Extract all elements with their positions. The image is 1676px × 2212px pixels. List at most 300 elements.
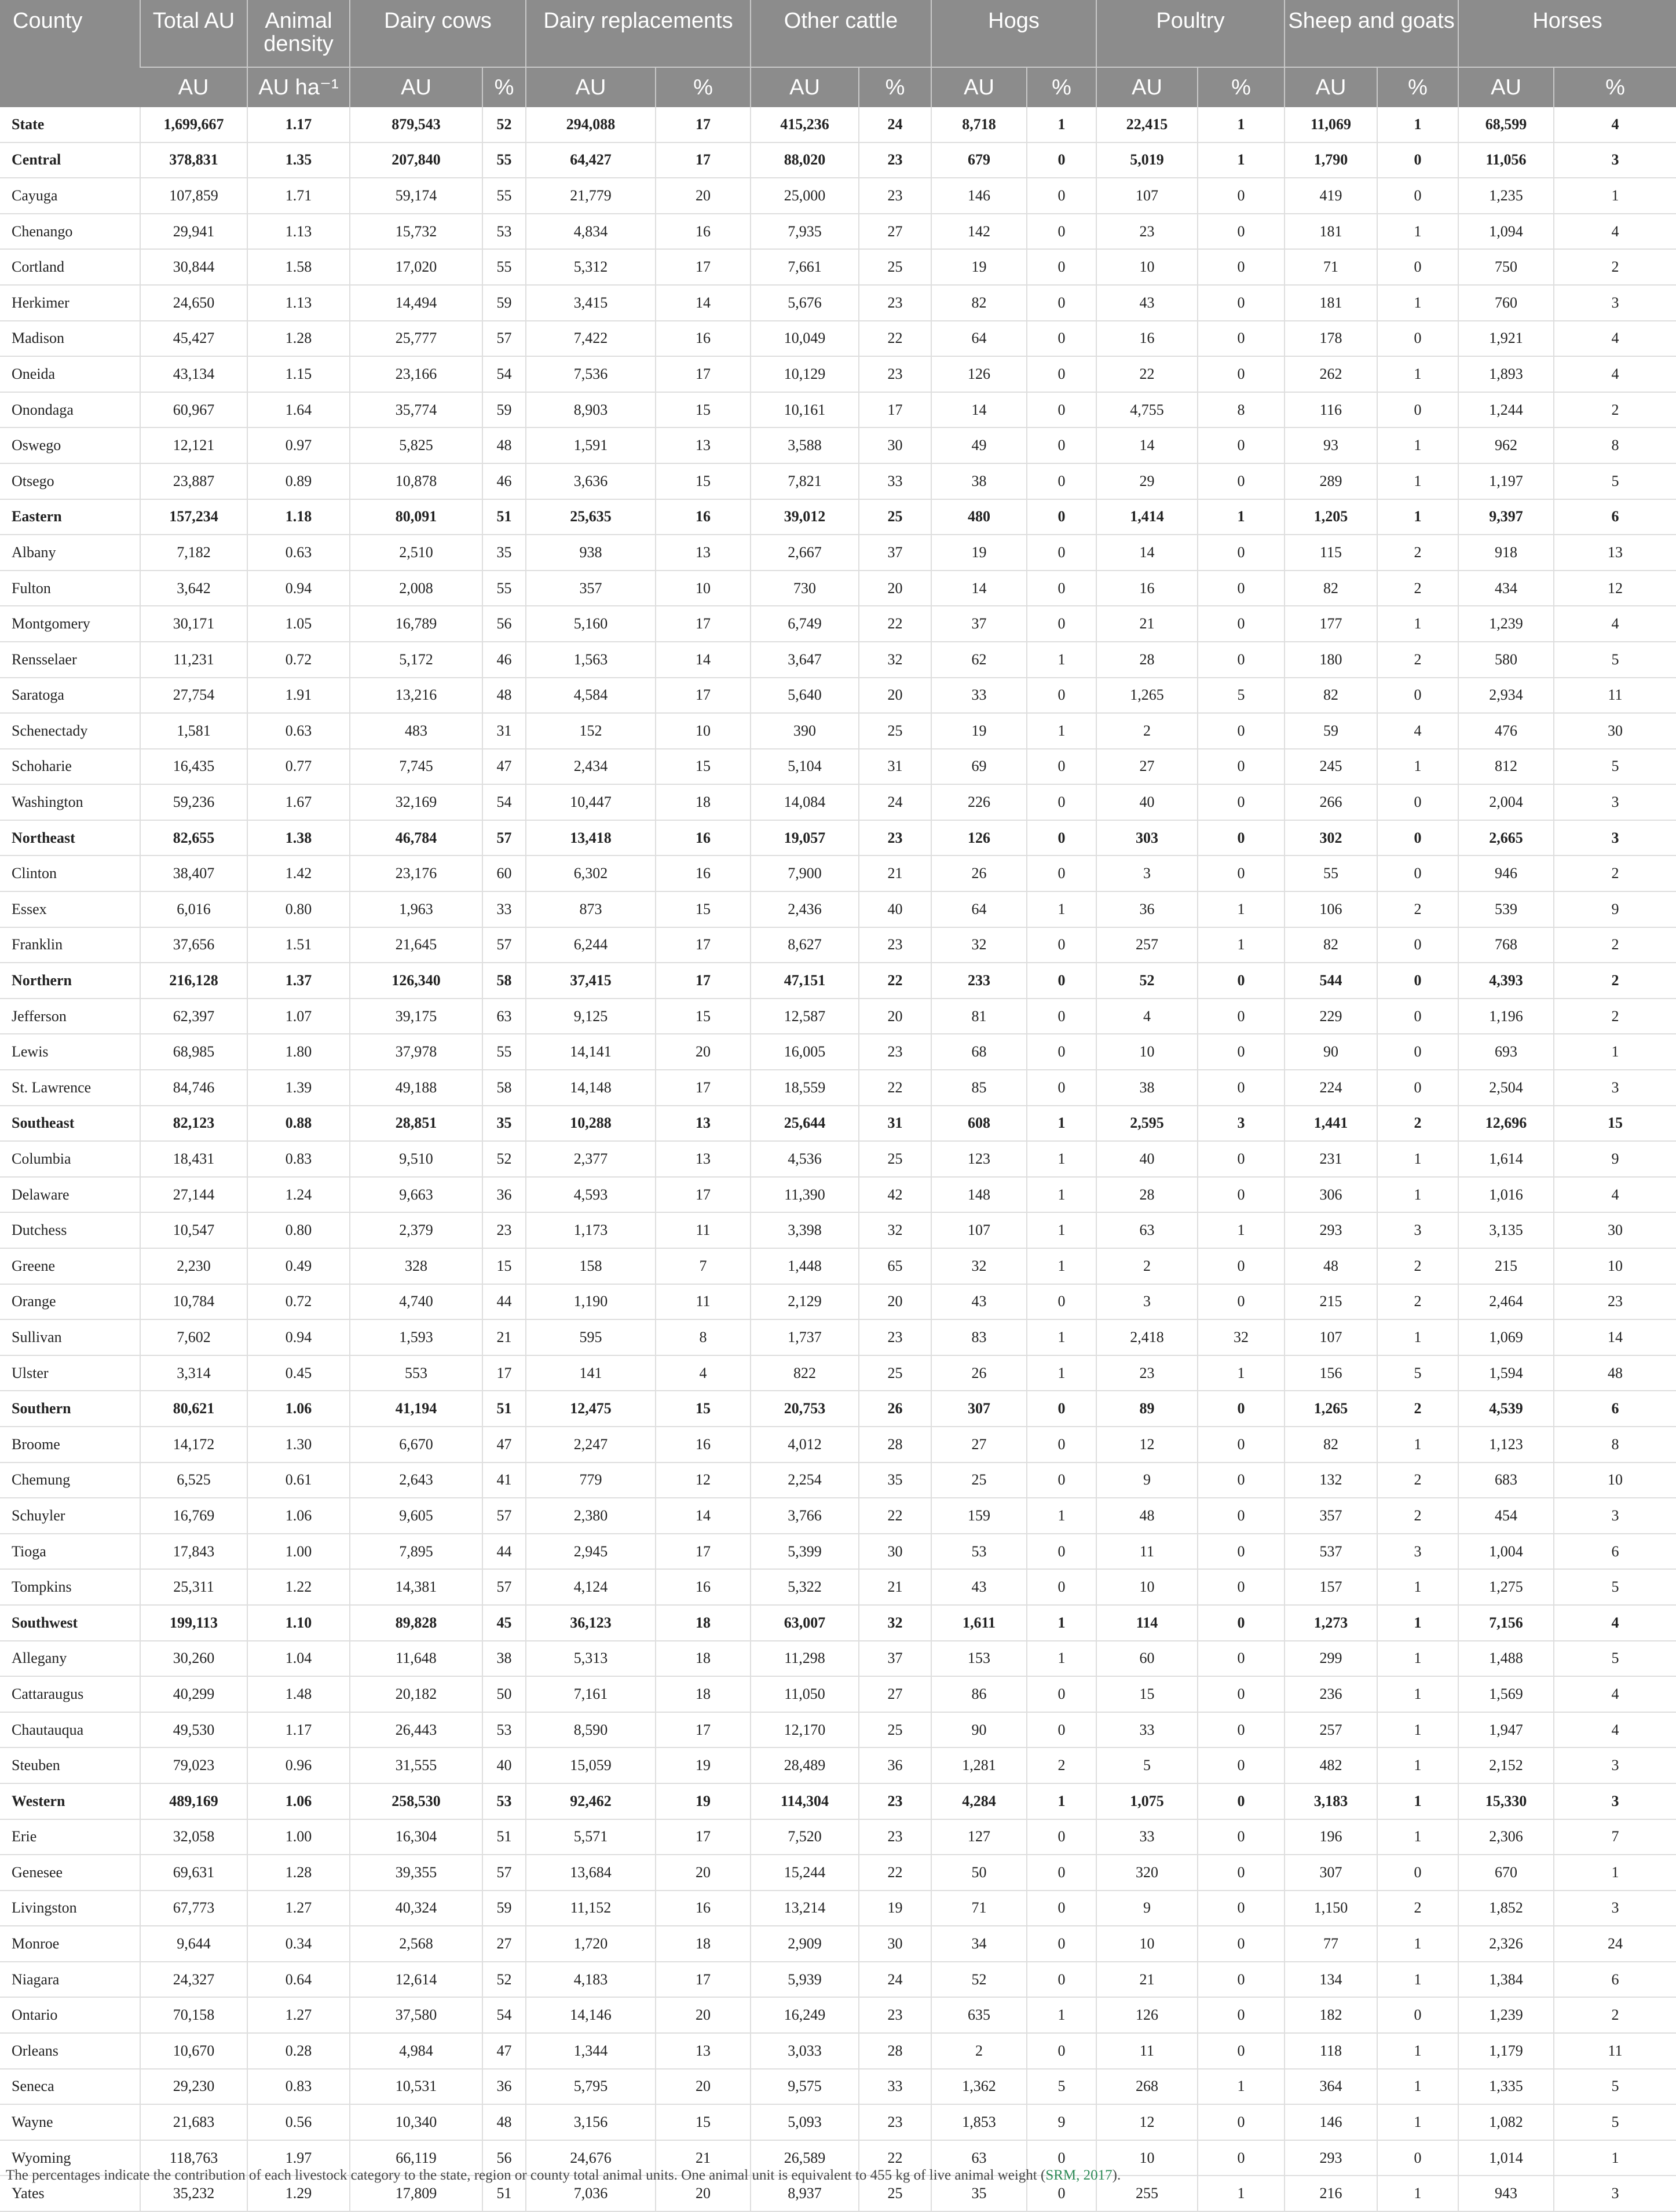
table-cell: 1,921: [1458, 321, 1554, 357]
table-cell: 49: [931, 427, 1027, 463]
table-cell: 0: [1198, 571, 1285, 606]
table-cell: 3,033: [751, 2033, 859, 2069]
table-cell: 26: [859, 1391, 931, 1427]
table-cell: 59: [482, 392, 526, 428]
table-cell: 8,718: [931, 107, 1027, 142]
table-cell: 1.17: [247, 107, 350, 142]
table-cell: 39,355: [350, 1855, 482, 1891]
table-cell: 1.28: [247, 321, 350, 357]
table-row: [0, 713, 1676, 749]
table-cell: 178: [1285, 321, 1377, 357]
table-cell: 30,171: [140, 606, 247, 642]
table-cell: 64,427: [526, 142, 656, 178]
table-cell: 0: [1377, 392, 1458, 428]
table-cell: 0.83: [247, 1141, 350, 1177]
county-name-cell: Livingston: [0, 1891, 140, 1926]
table-cell: 0: [1027, 321, 1096, 357]
table-cell: 5: [1554, 642, 1676, 678]
table-cell: 58: [482, 963, 526, 999]
table-cell: 51: [482, 1819, 526, 1855]
table-cell: 3: [1554, 285, 1676, 321]
county-name-cell: Orange: [0, 1284, 140, 1320]
table-cell: 2,595: [1096, 1106, 1198, 1142]
table-row: [0, 1427, 1676, 1463]
table-cell: 1.91: [247, 678, 350, 714]
table-cell: 11,231: [140, 642, 247, 678]
table-cell: 37: [859, 1641, 931, 1677]
county-name-cell: Schoharie: [0, 749, 140, 785]
table-cell: 20: [656, 1034, 751, 1070]
table-cell: 4: [1554, 107, 1676, 142]
table-cell: 293: [1285, 1212, 1377, 1248]
table-cell: 28,851: [350, 1106, 482, 1142]
table-cell: 23: [859, 2104, 931, 2140]
table-row: [0, 855, 1676, 891]
table-cell: 1.18: [247, 499, 350, 535]
table-cell: 1: [1377, 427, 1458, 463]
table-cell: 23: [859, 285, 931, 321]
table-cell: 434: [1458, 571, 1554, 606]
table-cell: 0: [1027, 1284, 1096, 1320]
table-cell: 134: [1285, 1962, 1377, 1998]
table-cell: 57: [482, 321, 526, 357]
table-cell: 3,588: [751, 427, 859, 463]
table-cell: 33: [859, 2069, 931, 2105]
table-cell: 0: [1198, 855, 1285, 891]
table-cell: 1,594: [1458, 1355, 1554, 1391]
table-cell: 15: [656, 891, 751, 927]
table-cell: 1,699,667: [140, 107, 247, 142]
table-cell: 55: [482, 142, 526, 178]
table-cell: 3: [1096, 855, 1198, 891]
table-cell: 51: [482, 1391, 526, 1427]
header-total-au: Total AU: [140, 0, 247, 67]
table-cell: 19: [656, 1747, 751, 1783]
table-row: [0, 1141, 1676, 1177]
table-cell: 879,543: [350, 107, 482, 142]
unit-header-cell: AU: [1096, 67, 1198, 107]
table-cell: 231: [1285, 1141, 1377, 1177]
table-cell: 15,244: [751, 1855, 859, 1891]
table-cell: 22: [859, 963, 931, 999]
table-cell: 40,299: [140, 1676, 247, 1712]
table-cell: 1,893: [1458, 356, 1554, 392]
county-name-cell: Yates: [0, 2176, 140, 2211]
table-cell: 60: [1096, 1641, 1198, 1677]
table-cell: 1,197: [1458, 463, 1554, 499]
table-cell: 77: [1285, 1926, 1377, 1962]
table-cell: 24,327: [140, 1962, 247, 1998]
table-cell: 126: [1096, 1997, 1198, 2033]
table-cell: 670: [1458, 1855, 1554, 1891]
table-cell: 2,909: [751, 1926, 859, 1962]
table-cell: 1: [1377, 285, 1458, 321]
table-cell: 1.80: [247, 1034, 350, 1070]
county-name-cell: Cattaraugus: [0, 1676, 140, 1712]
unit-header-cell: AU: [931, 67, 1027, 107]
table-cell: 21: [859, 855, 931, 891]
table-row: [0, 784, 1676, 820]
table-cell: 19: [931, 713, 1027, 749]
table-cell: 1: [1377, 606, 1458, 642]
table-cell: 0: [1027, 1034, 1096, 1070]
table-cell: 1,069: [1458, 1319, 1554, 1355]
table-cell: 2: [1096, 1248, 1198, 1284]
table-cell: 1,611: [931, 1605, 1027, 1641]
table-cell: 0: [1027, 678, 1096, 714]
table-cell: 22: [859, 2140, 931, 2176]
table-cell: 85: [931, 1070, 1027, 1106]
table-cell: 6,244: [526, 927, 656, 963]
table-cell: 1: [1027, 1641, 1096, 1677]
table-cell: 148: [931, 1177, 1027, 1213]
table-cell: 1.04: [247, 1641, 350, 1677]
county-name-cell: Ulster: [0, 1355, 140, 1391]
table-cell: 3: [1554, 1498, 1676, 1534]
table-cell: 10,447: [526, 784, 656, 820]
table-row: [0, 1676, 1676, 1712]
table-cell: 2,643: [350, 1463, 482, 1498]
table-cell: 1: [1027, 713, 1096, 749]
table-cell: 1.05: [247, 606, 350, 642]
table-cell: 962: [1458, 427, 1554, 463]
table-cell: 127: [931, 1819, 1027, 1855]
table-cell: 3: [1096, 1284, 1198, 1320]
table-row: [0, 427, 1676, 463]
county-name-cell: Southern: [0, 1391, 140, 1427]
table-cell: 390: [751, 713, 859, 749]
table-row: [0, 1212, 1676, 1248]
table-cell: 14,172: [140, 1427, 247, 1463]
table-cell: 0.80: [247, 1212, 350, 1248]
table-cell: 1.64: [247, 392, 350, 428]
table-cell: 182: [1285, 1997, 1377, 2033]
table-cell: 20: [656, 2069, 751, 2105]
table-cell: 1,414: [1096, 499, 1198, 535]
table-cell: 8: [1554, 1427, 1676, 1463]
table-cell: 0: [1027, 214, 1096, 250]
table-cell: 6: [1554, 1391, 1676, 1427]
table-cell: 16: [656, 1569, 751, 1605]
table-cell: 12: [1096, 1427, 1198, 1463]
table-cell: 1: [1377, 1712, 1458, 1748]
table-cell: 16: [656, 214, 751, 250]
table-row: [0, 1248, 1676, 1284]
table-cell: 52: [482, 1962, 526, 1998]
table-cell: 25: [859, 1712, 931, 1748]
table-cell: 1: [1027, 1106, 1096, 1142]
table-cell: 17: [656, 678, 751, 714]
table-cell: 53: [482, 214, 526, 250]
table-cell: 21,645: [350, 927, 482, 963]
table-cell: 0: [1027, 855, 1096, 891]
table-cell: 28,489: [751, 1747, 859, 1783]
table-cell: 118: [1285, 2033, 1377, 2069]
table-cell: 1,205: [1285, 499, 1377, 535]
table-cell: 23: [859, 1034, 931, 1070]
table-cell: 54: [482, 356, 526, 392]
table-cell: 257: [1285, 1712, 1377, 1748]
table-cell: 14: [1096, 427, 1198, 463]
table-cell: 28: [1096, 642, 1198, 678]
table-cell: 13: [1554, 535, 1676, 571]
table-cell: 6,670: [350, 1427, 482, 1463]
table-cell: 5,825: [350, 427, 482, 463]
table-cell: 693: [1458, 1034, 1554, 1070]
table-cell: 293: [1285, 2140, 1377, 2176]
table-cell: 17: [656, 249, 751, 285]
table-cell: 54: [482, 1997, 526, 2033]
table-cell: 1,335: [1458, 2069, 1554, 2105]
table-cell: 63: [482, 999, 526, 1034]
table-cell: 3: [1554, 2176, 1676, 2211]
table-cell: 17: [656, 1070, 751, 1106]
county-name-cell: Western: [0, 1783, 140, 1819]
table-cell: 539: [1458, 891, 1554, 927]
table-cell: 1.00: [247, 1534, 350, 1570]
table-cell: 0: [1027, 784, 1096, 820]
table-cell: 23: [859, 927, 931, 963]
table-cell: 0: [1198, 1783, 1285, 1819]
table-cell: 0: [1198, 249, 1285, 285]
table-cell: 43,134: [140, 356, 247, 392]
table-cell: 266: [1285, 784, 1377, 820]
table-cell: 14: [1554, 1319, 1676, 1355]
table-cell: 13: [656, 1106, 751, 1142]
table-cell: 54: [482, 784, 526, 820]
table-cell: 69: [931, 749, 1027, 785]
table-cell: 12: [1554, 571, 1676, 606]
summary-row: [0, 142, 1676, 178]
table-cell: 17: [656, 107, 751, 142]
table-cell: 55: [482, 178, 526, 214]
table-row: [0, 356, 1676, 392]
table-row: [0, 2104, 1676, 2140]
table-cell: 14,381: [350, 1569, 482, 1605]
table-cell: 10: [1096, 1569, 1198, 1605]
table-cell: 68,599: [1458, 107, 1554, 142]
table-cell: 23: [1554, 1284, 1676, 1320]
table-cell: 27: [482, 1926, 526, 1962]
table-cell: 3: [1554, 1891, 1676, 1926]
table-cell: 5: [1096, 1747, 1198, 1783]
table-cell: 2: [1554, 855, 1676, 891]
county-name-cell: Northern: [0, 963, 140, 999]
table-cell: 23: [1096, 214, 1198, 250]
table-cell: 29: [1096, 463, 1198, 499]
table-cell: 1: [1377, 1141, 1458, 1177]
table-cell: 3: [1554, 1783, 1676, 1819]
table-cell: 2,380: [526, 1498, 656, 1534]
table-cell: 90: [931, 1712, 1027, 1748]
table-cell: 15: [656, 392, 751, 428]
table-cell: 107: [931, 1212, 1027, 1248]
table-cell: 52: [482, 107, 526, 142]
table-cell: 6,525: [140, 1463, 247, 1498]
table-cell: 10,049: [751, 321, 859, 357]
table-cell: 2: [1377, 535, 1458, 571]
table-cell: 9,575: [751, 2069, 859, 2105]
table-cell: 17: [656, 1962, 751, 1998]
county-name-cell: Cayuga: [0, 178, 140, 214]
table-cell: 46: [482, 642, 526, 678]
table-cell: 0: [1198, 178, 1285, 214]
table-cell: 257: [1096, 927, 1198, 963]
table-cell: 22: [859, 606, 931, 642]
table-cell: 0: [1027, 1926, 1096, 1962]
table-cell: 4,740: [350, 1284, 482, 1320]
table-cell: 5,093: [751, 2104, 859, 2140]
table-cell: 1,273: [1285, 1605, 1377, 1641]
table-cell: 2,934: [1458, 678, 1554, 714]
table-cell: 28: [859, 2033, 931, 2069]
table-cell: 1: [1377, 1676, 1458, 1712]
table-cell: 4,393: [1458, 963, 1554, 999]
table-cell: 1: [1377, 2069, 1458, 2105]
table-cell: 26,443: [350, 1712, 482, 1748]
county-name-cell: Ontario: [0, 1997, 140, 2033]
table-cell: 0: [1198, 1676, 1285, 1712]
header-poultry: Poultry: [1096, 0, 1285, 67]
table-cell: 224: [1285, 1070, 1377, 1106]
table-cell: 59: [1285, 713, 1377, 749]
table-cell: 2: [1096, 713, 1198, 749]
table-cell: 71: [931, 1891, 1027, 1926]
table-cell: 0: [1027, 1855, 1096, 1891]
table-cell: 16: [656, 1427, 751, 1463]
table-cell: 28: [1096, 1177, 1198, 1213]
table-cell: 1.10: [247, 1605, 350, 1641]
table-cell: 63,007: [751, 1605, 859, 1641]
table-cell: 1: [1198, 499, 1285, 535]
table-cell: 114,304: [751, 1783, 859, 1819]
table-cell: 36: [482, 1177, 526, 1213]
table-cell: 8,590: [526, 1712, 656, 1748]
table-cell: 9: [1096, 1463, 1198, 1498]
table-cell: 10: [1096, 2140, 1198, 2176]
table-cell: 7,602: [140, 1319, 247, 1355]
footnote-text: The percentages indicate the contribution of each livestock category to the state, region or county total animal units. One animal unit is equivalent to 455 kg of live animal weight (: [6, 2167, 1046, 2183]
table-cell: 0.63: [247, 713, 350, 749]
table-cell: 2: [1554, 999, 1676, 1034]
table-cell: 1: [1377, 1605, 1458, 1641]
table-cell: 19: [859, 1891, 931, 1926]
table-cell: 36,123: [526, 1605, 656, 1641]
table-cell: 30: [1554, 1212, 1676, 1248]
table-cell: 59: [482, 1891, 526, 1926]
table-cell: 12,696: [1458, 1106, 1554, 1142]
table-cell: 42: [859, 1177, 931, 1213]
table-cell: 3: [1377, 1212, 1458, 1248]
table-cell: 126: [931, 820, 1027, 856]
table-cell: 25,644: [751, 1106, 859, 1142]
table-cell: 1,581: [140, 713, 247, 749]
table-cell: 27: [931, 1427, 1027, 1463]
county-name-cell: Madison: [0, 321, 140, 357]
table-cell: 52: [1096, 963, 1198, 999]
table-cell: 11: [1096, 1534, 1198, 1570]
table-cell: 8,903: [526, 392, 656, 428]
table-cell: 1.15: [247, 356, 350, 392]
summary-row: [0, 107, 1676, 142]
table-cell: 6,016: [140, 891, 247, 927]
table-row: [0, 392, 1676, 428]
table-cell: 13: [656, 535, 751, 571]
table-cell: 40: [1096, 1141, 1198, 1177]
unit-header-cell: AU: [1458, 67, 1554, 107]
county-name-cell: Lewis: [0, 1034, 140, 1070]
table-row: [0, 999, 1676, 1034]
table-cell: 4,124: [526, 1569, 656, 1605]
table-cell: 5,160: [526, 606, 656, 642]
table-cell: 48: [482, 427, 526, 463]
table-cell: 2,230: [140, 1248, 247, 1284]
table-cell: 9: [1027, 2104, 1096, 2140]
county-name-cell: Dutchess: [0, 1212, 140, 1248]
table-cell: 289: [1285, 463, 1377, 499]
table-cell: 8: [656, 1319, 751, 1355]
table-cell: 0: [1027, 392, 1096, 428]
table-cell: 15,330: [1458, 1783, 1554, 1819]
table-cell: 35,774: [350, 392, 482, 428]
table-cell: 22: [859, 1498, 931, 1534]
table-cell: 7,895: [350, 1534, 482, 1570]
table-cell: 255: [1096, 2176, 1198, 2211]
summary-row: [0, 1106, 1676, 1142]
table-cell: 3: [1554, 1747, 1676, 1783]
table-cell: 480: [931, 499, 1027, 535]
table-cell: 7,182: [140, 535, 247, 571]
table-cell: 0: [1198, 2104, 1285, 2140]
county-name-cell: Herkimer: [0, 285, 140, 321]
table-cell: 1,173: [526, 1212, 656, 1248]
table-cell: 22,415: [1096, 107, 1198, 142]
table-cell: 51: [482, 499, 526, 535]
table-cell: 10: [1554, 1248, 1676, 1284]
table-cell: 29,230: [140, 2069, 247, 2105]
table-cell: 2,129: [751, 1284, 859, 1320]
table-cell: 53: [931, 1534, 1027, 1570]
table-cell: 0: [1198, 1141, 1285, 1177]
table-cell: 4: [1554, 1712, 1676, 1748]
table-cell: 3,156: [526, 2104, 656, 2140]
table-cell: 1.97: [247, 2140, 350, 2176]
table-cell: 0: [1198, 1427, 1285, 1463]
summary-row: [0, 1391, 1676, 1427]
table-cell: 3: [1554, 820, 1676, 856]
table-cell: 0: [1027, 606, 1096, 642]
county-name-cell: Chemung: [0, 1463, 140, 1498]
table-cell: 69,631: [140, 1855, 247, 1891]
table-cell: 1: [1377, 1177, 1458, 1213]
table-cell: 1: [1027, 1605, 1096, 1641]
table-cell: 41,194: [350, 1391, 482, 1427]
table-cell: 1,448: [751, 1248, 859, 1284]
table-cell: 22: [1096, 356, 1198, 392]
table-cell: 93: [1285, 427, 1377, 463]
table-row: [0, 1284, 1676, 1320]
footnote-citation-link[interactable]: SRM, 2017: [1045, 2167, 1113, 2183]
table-cell: 157,234: [140, 499, 247, 535]
table-cell: 1,384: [1458, 1962, 1554, 1998]
table-cell: 70,158: [140, 1997, 247, 2033]
table-row: [0, 2033, 1676, 2069]
table-cell: 7,745: [350, 749, 482, 785]
table-cell: 0: [1027, 1712, 1096, 1748]
table-row: [0, 1034, 1676, 1070]
table-cell: 56: [482, 2140, 526, 2176]
table-cell: 82: [1285, 1427, 1377, 1463]
